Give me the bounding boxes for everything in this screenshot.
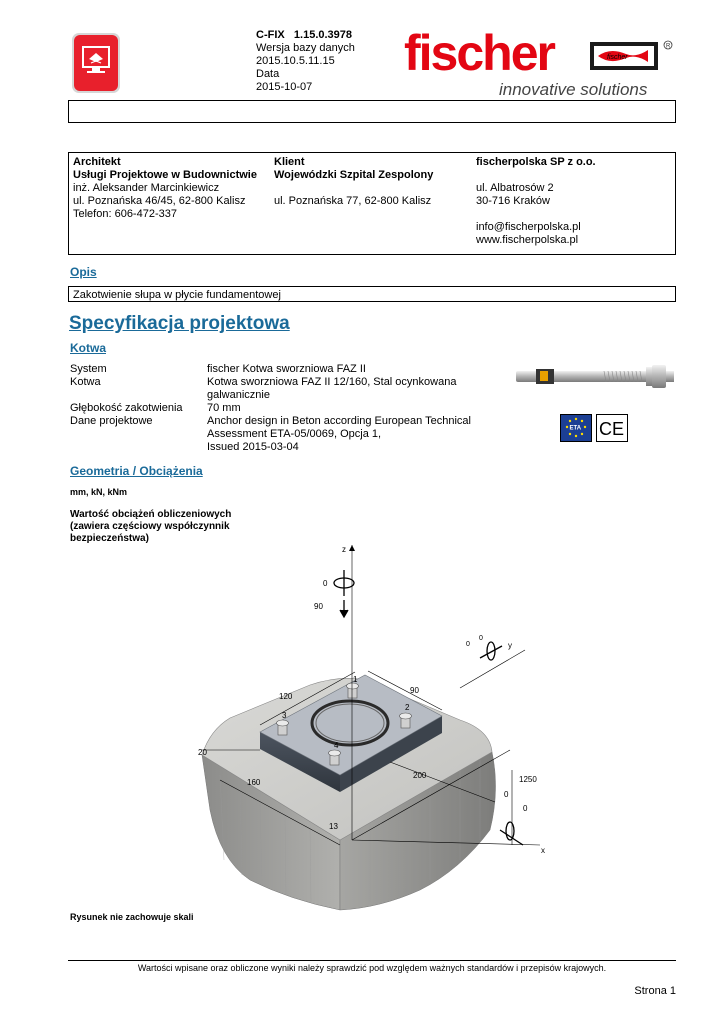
client-block — [274, 156, 433, 208]
fz-value: 90 — [314, 602, 323, 611]
anchor-4: 4 — [334, 741, 339, 750]
my-value: 0 — [466, 641, 470, 648]
loads-heading-line: bezpieczeństwa) — [70, 533, 149, 544]
client-company: Wojewódzki Szpital Zespolony — [274, 169, 434, 181]
dim-90: 90 — [410, 686, 419, 695]
mx-value: 0 — [523, 804, 528, 813]
app-name: C-FIX — [256, 29, 285, 41]
geometry-heading: Geometria / Obciążenia — [70, 464, 203, 478]
architect-label: Architekt — [73, 156, 121, 168]
dim-13: 13 — [329, 822, 338, 831]
c-fix-logo — [72, 33, 120, 93]
date-value: 2015-10-07 — [256, 81, 313, 93]
dim-1250: 1250 — [519, 775, 537, 784]
supplier-email[interactable]: info@fischerpolska.pl — [476, 221, 581, 233]
description-heading: Opis — [70, 265, 97, 279]
supplier-block — [476, 156, 596, 247]
anchor-bolt-image — [514, 362, 676, 392]
spec-value: galwanicznie — [207, 389, 270, 401]
supplier-company: fischerpolska SP z o.o. — [476, 156, 596, 168]
anchor-2: 2 — [405, 703, 410, 712]
anchor-heading: Kotwa — [70, 341, 106, 355]
spec-value: Kotwa sworzniowa FAZ II 12/160, Stal ocynkowana — [207, 376, 457, 388]
description-box — [68, 286, 676, 302]
dim-160: 160 — [247, 778, 261, 787]
supplier-web[interactable]: www.fischerpolska.pl — [476, 234, 579, 246]
ce-text: CE — [599, 419, 625, 439]
fx-value: 0 — [504, 790, 509, 799]
anchor-1: 1 — [353, 675, 358, 684]
app-version: 1.15.0.3978 — [293, 29, 353, 41]
architect-company: Usługi Projektowe w Budownictwie — [73, 169, 257, 181]
svg-text:R: R — [666, 43, 671, 50]
project-title-box — [68, 100, 676, 123]
spec-label: Głębokość zakotwienia — [70, 402, 183, 414]
architect-phone: Telefon: 606-472-337 — [73, 208, 177, 220]
spec-row-system — [70, 363, 107, 376]
db-version: 2015.10.5.11.15 — [256, 55, 335, 67]
parties-box — [68, 152, 676, 255]
geometry-drawing — [190, 540, 560, 920]
spec-label: Kotwa — [70, 376, 101, 388]
page-number: Strona 1 — [634, 985, 676, 997]
spec-label: Dane projektowe — [70, 415, 153, 427]
dim-200: 200 — [413, 771, 427, 780]
specification-title: Specyfikacja projektowa — [69, 313, 290, 334]
loads-heading-line: (zawiera częściowy współczynnik — [70, 521, 230, 532]
brand-wordmark: fischer — [404, 28, 554, 81]
description-text: Zakotwienie słupa w płycie fundamentowej — [73, 289, 281, 301]
spec-value: fischer Kotwa sworzniowa FAZ II — [207, 363, 366, 375]
spec-value: Assessment ETA-05/0069, Opcja 1, — [207, 428, 382, 440]
architect-block — [73, 156, 257, 221]
footer-rule — [68, 960, 676, 961]
eta-badge — [560, 414, 592, 442]
eta-text: ETA — [569, 425, 582, 432]
svg-text:fischer: fischer — [607, 54, 628, 61]
axis-y: y — [508, 641, 512, 650]
axis-z: z — [342, 545, 346, 554]
dim-120: 120 — [279, 692, 293, 701]
spec-label: System — [70, 363, 107, 375]
footer-disclaimer: Wartości wpisane oraz obliczone wyniki należy sprawdzić pod względem ważnych standardów i przepisów krajowych. — [137, 963, 607, 973]
spec-value: Issued 2015-03-04 — [207, 441, 299, 453]
client-address: ul. Poznańska 77, 62-800 Kalisz — [274, 195, 432, 207]
spec-value: Anchor design in Beton according European Technical — [207, 415, 471, 427]
dim-20: 20 — [198, 748, 207, 757]
fischer-logo — [404, 28, 676, 100]
ce-badge — [596, 414, 628, 442]
client-label: Klient — [274, 156, 305, 168]
fy-value: 0 — [479, 635, 483, 642]
scale-note: Rysunek nie zachowuje skali — [70, 912, 194, 922]
supplier-city: 30-716 Kraków — [476, 195, 550, 207]
loads-heading-line: Wartość obciążeń obliczeniowych — [70, 509, 232, 520]
axis-x: x — [541, 846, 545, 855]
mz-value: 0 — [323, 579, 328, 588]
anchor-3: 3 — [282, 711, 287, 720]
units-label: mm, kN, kNm — [70, 487, 128, 497]
db-label: Wersja bazy danych — [256, 42, 355, 54]
header-info — [256, 29, 355, 94]
date-label: Data — [256, 68, 280, 80]
architect-address: ul. Poznańska 46/45, 62-800 Kalisz — [73, 195, 246, 207]
brand-tagline: innovative solutions — [499, 80, 648, 99]
architect-person: inż. Aleksander Marcinkiewicz — [73, 182, 220, 194]
spec-value: 70 mm — [207, 402, 241, 414]
supplier-street: ul. Albatrosów 2 — [476, 182, 554, 194]
